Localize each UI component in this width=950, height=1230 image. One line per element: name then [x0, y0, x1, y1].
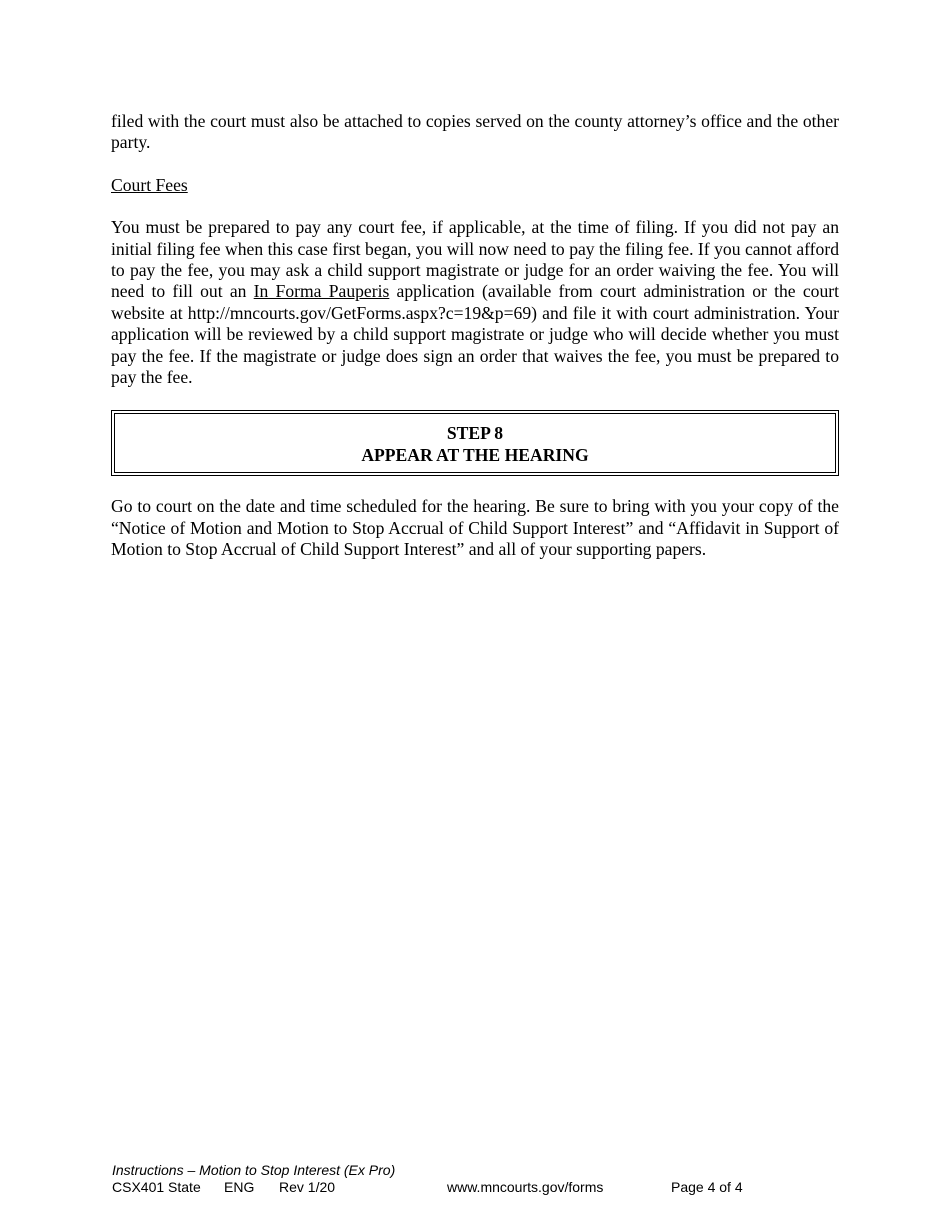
court-fees-heading — [111, 175, 839, 196]
step-title: APPEAR AT THE HEARING — [361, 444, 589, 465]
page-content — [111, 111, 839, 561]
in-forma-pauperis-term: In Forma Pauperis — [253, 281, 390, 302]
footer-website: www.mncourts.gov/forms — [447, 1179, 604, 1195]
footer-row — [112, 1179, 812, 1196]
paragraph-continued-service: filed with the court must also be attached to copies served on the county attorney’s office and the other party. — [111, 111, 839, 153]
step-8-box — [111, 410, 839, 476]
footer-language: ENG — [224, 1179, 255, 1195]
footer-revision: Rev 1/20 — [279, 1179, 336, 1195]
court-fees-heading-text: Court Fees — [111, 174, 188, 195]
footer-title: Instructions – Motion to Stop Interest (Ex Pro) — [112, 1162, 396, 1178]
court-fees-text-after: application (available from court administration or the court website at http://mncourts.gov/GetForms.aspx?c=19&p=69) and file it with court administration. Your application will be reviewed by a child support magistrate or judge who will decide whether you must pay the fee. If the magistrate or judge does sign an order that waives the fee, you must be prepared to pay the fee. — [111, 281, 839, 388]
paragraph-court-fees — [111, 217, 839, 388]
footer-form-code: CSX401 State — [112, 1179, 201, 1195]
step-number: STEP 8 — [446, 423, 504, 444]
footer-page-number: Page 4 of 4 — [671, 1179, 743, 1195]
court-fees-text-before: You must be prepared to pay any court fee, if applicable, at the time of filing. If you did not pay an initial filing fee when this case first began, you will now need to pay the filing fee. If you cannot afford to pay the fee, you may ask a child support magistrate or judge for an order waiving the fee. You will need to fill out an — [111, 217, 839, 302]
page-footer — [112, 1162, 812, 1196]
paragraph-hearing: Go to court on the date and time scheduled for the hearing. Be sure to bring with you your copy of the “Notice of Motion and Motion to Stop Accrual of Child Support Interest” and “Affidavit in Support of Motion to Stop Accrual of Child Support Interest” and all of your supporting papers. — [111, 496, 839, 560]
